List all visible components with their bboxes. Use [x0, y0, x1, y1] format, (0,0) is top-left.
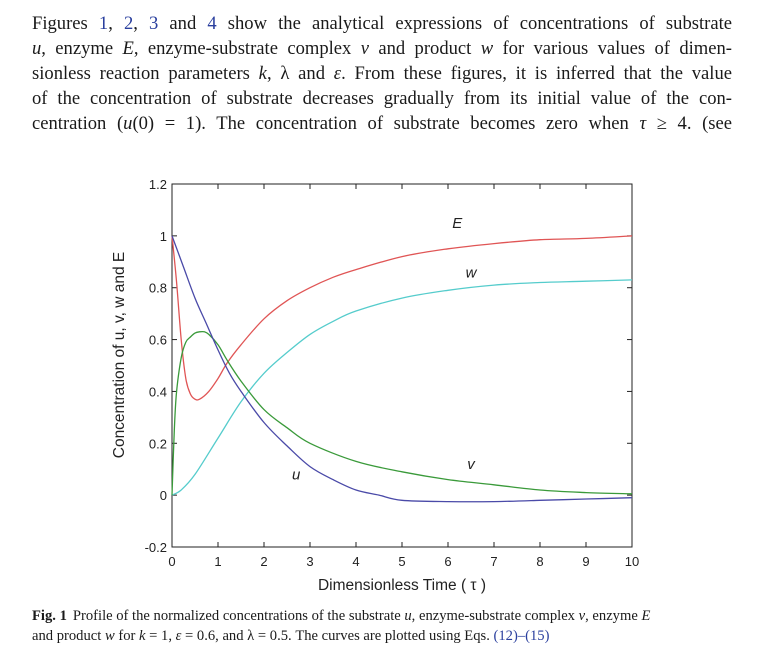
x-tick-label: 3	[306, 554, 314, 569]
x-tick-label: 2	[260, 554, 268, 569]
x-tick-label: 1	[214, 554, 222, 569]
axis-ticks	[145, 177, 640, 569]
figure-3-link[interactable]: 3	[149, 13, 159, 34]
curve-label-E: E	[452, 215, 463, 233]
curve-u	[172, 236, 632, 502]
x-tick-label: 5	[398, 554, 406, 569]
paragraph-line-5: centration (u(0) = 1). The concentration of substrate becomes zero when τ ≥ 4. (see	[32, 113, 733, 134]
curve-v	[172, 332, 632, 496]
equations-link[interactable]: (12)–(15)	[493, 628, 550, 644]
caption-label: Fig. 1	[32, 608, 67, 624]
curve-label-w: w	[465, 264, 477, 282]
curve-E	[172, 236, 632, 400]
y-tick-label: 1.2	[148, 177, 167, 192]
x-tick-label: 10	[624, 554, 640, 569]
chart-labels	[292, 215, 478, 484]
x-axis-label: Dimensionless Time ( τ )	[317, 577, 487, 594]
y-tick-label: -0.2	[144, 540, 167, 555]
y-tick-label: 1	[159, 228, 167, 244]
curve-w	[172, 280, 632, 495]
x-tick-label: 0	[168, 554, 176, 569]
figure-2-link[interactable]: 2	[123, 13, 134, 34]
caption-line-1: Fig. 1 Profile of the normalized concentrations of the substrate u, enzyme-substrate complex v, enzyme E	[32, 608, 651, 624]
y-axis-label: Concentration of u, v, w and E	[111, 251, 128, 459]
chart-curves	[172, 236, 632, 502]
x-tick-label: 9	[582, 554, 590, 569]
figure-caption	[32, 606, 732, 646]
x-tick-label: 8	[536, 554, 544, 569]
y-tick-label: 0.2	[148, 436, 167, 452]
figure-1-link[interactable]: 1	[98, 13, 109, 34]
curve-label-v: v	[467, 456, 475, 474]
paragraph-line-4: of the concentration of substrate decreases gradually from its initial value of the con-	[32, 88, 732, 109]
caption-line-2: and product w for k = 1, ε = 0.6, and λ = 0.5. The curves are plotted using Eqs. (12)–(15)	[32, 628, 550, 644]
paragraph-line-3: sionless reaction parameters k, λ and ε. From these figures, it is inferred that the value	[32, 63, 733, 84]
y-tick-label: 0	[159, 488, 167, 504]
y-tick-label: 0.6	[148, 332, 167, 348]
y-tick-label: 0.4	[148, 384, 167, 400]
x-tick-label: 6	[444, 554, 452, 569]
curve-label-u: u	[292, 466, 301, 484]
paragraph-line-1: Figures 1, 2, 3 and 4 show the analytical expressions of concentrations of substrate	[32, 13, 733, 34]
paragraph-line-2: u, enzyme E, enzyme-substrate complex v and product w for various values of dimen-	[32, 38, 732, 59]
x-tick-label: 7	[490, 554, 498, 569]
figure-4-link[interactable]: 4	[207, 13, 217, 34]
y-tick-label: 0.8	[148, 280, 167, 296]
x-tick-label: 4	[352, 554, 360, 569]
